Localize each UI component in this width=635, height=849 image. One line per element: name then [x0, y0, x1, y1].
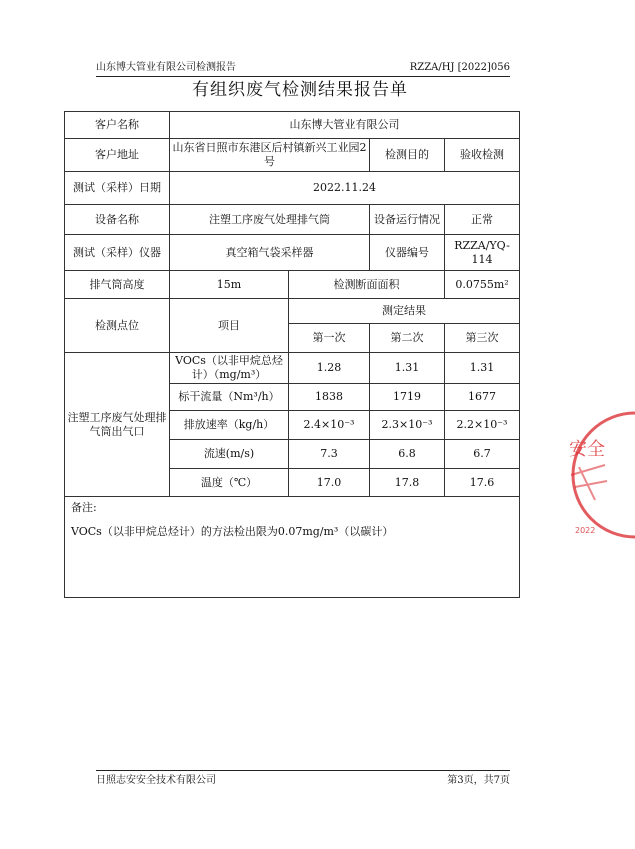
client-address-label: 客户地址 [65, 139, 170, 172]
item-name: 流速(m/s) [170, 440, 289, 469]
point-label: 检测点位 [65, 299, 170, 353]
table-row [65, 353, 520, 384]
stack-height-label: 排气筒高度 [65, 271, 170, 299]
value-third: 1.31 [445, 353, 520, 384]
instrument: 真空箱气袋采样器 [170, 235, 370, 271]
row-client-name [65, 112, 520, 139]
item-name: 排放速率（kg/h） [170, 411, 289, 440]
sampling-date-label: 测试（采样）日期 [65, 172, 170, 205]
seal-year: 2022 [575, 526, 596, 535]
seal-text: 安全 [569, 439, 605, 460]
value-third: 6.7 [445, 440, 520, 469]
item-name: 温度（℃） [170, 469, 289, 497]
sampling-point: 注塑工序废气处理排气筒出气口 [65, 353, 170, 497]
header-report-number: RZZA/HJ [2022]056 [409, 62, 510, 73]
result-label: 测定结果 [289, 299, 520, 324]
header-company: 山东博大管业有限公司检测报告 [96, 62, 236, 73]
purpose-label: 检测目的 [370, 139, 445, 172]
operation: 正常 [445, 205, 520, 235]
stack-height: 15m [170, 271, 289, 299]
operation-label: 设备运行情况 [370, 205, 445, 235]
client-name: 山东博大管业有限公司 [170, 112, 520, 139]
value-third: 1677 [445, 384, 520, 411]
instrument-no-label: 仪器编号 [370, 235, 445, 271]
footer-company: 日照志安安全技术有限公司 [96, 775, 216, 786]
equipment-name: 注塑工序废气处理排气筒 [170, 205, 370, 235]
item-label: 项目 [170, 299, 289, 353]
value-first: 7.3 [289, 440, 370, 469]
item-name: 标干流量（Nm³/h） [170, 384, 289, 411]
value-third: 2.2×10⁻³ [445, 411, 520, 440]
row-results-header [65, 299, 520, 324]
page-number: 第3页，共7页 [447, 775, 510, 786]
row-equipment [65, 205, 520, 235]
notes-label: 备注: [71, 501, 97, 514]
value-second: 6.8 [370, 440, 445, 469]
client-name-label: 客户名称 [65, 112, 170, 139]
value-third: 17.6 [445, 469, 520, 497]
row-client-address [65, 139, 520, 172]
report-footer [96, 770, 510, 787]
page-title: 有组织废气检测结果报告单 [192, 80, 408, 100]
row-stack [65, 271, 520, 299]
row-sampling-date [65, 172, 520, 205]
value-first: 2.4×10⁻³ [289, 411, 370, 440]
col-third: 第三次 [445, 324, 520, 353]
col-second: 第二次 [370, 324, 445, 353]
value-first: 1838 [289, 384, 370, 411]
purpose: 验收检测 [445, 139, 520, 172]
value-second: 17.8 [370, 469, 445, 497]
row-instrument [65, 235, 520, 271]
client-address: 山东省日照市东港区后村镇新兴工业园2号 [170, 139, 370, 172]
official-seal-stamp [565, 405, 635, 545]
results-table [64, 111, 520, 598]
report-header [96, 60, 510, 77]
section-area-label: 检测断面面积 [289, 271, 445, 299]
value-second: 2.3×10⁻³ [370, 411, 445, 440]
sampling-date: 2022.11.24 [170, 172, 520, 205]
instrument-label: 测试（采样）仪器 [65, 235, 170, 271]
notes-cell [65, 497, 520, 598]
value-second: 1719 [370, 384, 445, 411]
value-second: 1.31 [370, 353, 445, 384]
value-first: 17.0 [289, 469, 370, 497]
notes-text: VOCs（以非甲烷总烃计）的方法检出限为0.07mg/m³（以碳计） [71, 525, 394, 538]
instrument-no: RZZA/YQ-114 [445, 235, 520, 271]
row-notes [65, 497, 520, 598]
section-area: 0.0755m² [445, 271, 520, 299]
item-name: VOCs（以非甲烷总烃计）（mg/m³） [170, 353, 289, 384]
col-first: 第一次 [289, 324, 370, 353]
value-first: 1.28 [289, 353, 370, 384]
equipment-name-label: 设备名称 [65, 205, 170, 235]
